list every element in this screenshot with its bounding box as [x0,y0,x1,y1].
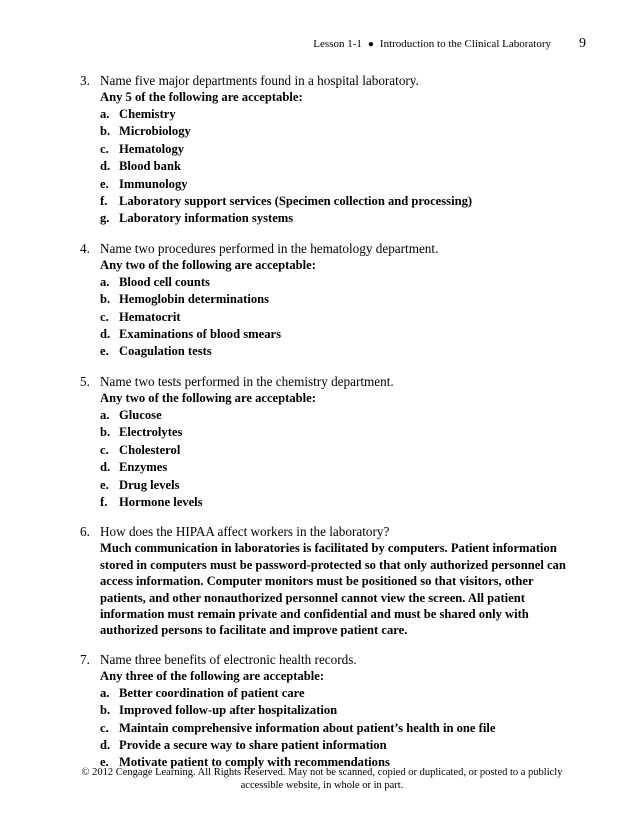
copyright-footer: © 2012 Cengage Learning. All Rights Reserved. May not be scanned, copied or duplicated, or posted to a publicly accessible website, in whole or in part. [81,767,563,791]
answer-option [100,494,570,511]
question-text: How does the HIPAA affect workers in the laboratory? [100,524,390,540]
question-block [80,523,570,638]
question-line [80,72,570,89]
question-line [80,523,570,540]
question-line [80,373,570,390]
answer-option [100,158,570,175]
answer-options [100,106,570,228]
answer-option [100,343,570,360]
option-letter: c. [100,141,109,156]
answer-intro: Any two of the following are acceptable: [100,390,316,405]
option-text: Blood bank [119,159,181,174]
option-letter: a. [100,685,110,700]
answer-option [100,407,570,424]
option-letter: f. [100,494,108,509]
option-text: Electrolytes [119,425,183,440]
answer-option [100,442,570,459]
option-letter: b. [100,124,111,139]
option-text: Cholesterol [119,442,181,457]
option-letter: a. [100,274,110,289]
answer-option [100,459,570,476]
option-letter: c. [100,720,109,735]
question-block [80,651,570,772]
option-letter: d. [100,159,111,174]
page-number: 9 [579,36,586,51]
option-letter: c. [100,309,109,324]
answer-option [100,309,570,326]
answer-options [100,685,570,772]
answer-option [100,291,570,308]
option-text: Hematocrit [119,309,181,324]
question-text: Name two procedures performed in the hematology department. [100,240,439,256]
answer-intro: Any two of the following are acceptable: [100,257,316,272]
answer-option [100,141,570,158]
option-letter: e. [100,176,109,191]
answer-option [100,720,570,737]
question-number: 4. [80,240,90,256]
option-letter: f. [100,194,108,209]
option-text: Provide a secure way to share patient information [119,737,387,752]
answer-option [100,702,570,719]
option-letter: b. [100,425,111,440]
option-text: Hematology [119,141,185,156]
answer-option [100,477,570,494]
option-letter: d. [100,460,111,475]
option-text: Examinations of blood smears [119,327,281,342]
lesson-title: Introduction to the Clinical Laboratory [379,38,551,50]
answer-option [100,685,570,702]
answer-option [100,737,570,754]
option-letter: a. [100,107,110,121]
option-text: Glucose [119,407,162,422]
answer-option [100,326,570,343]
option-text: Better coordination of patient care [119,685,305,700]
question-block [80,373,570,511]
option-letter: e. [100,477,109,492]
option-letter: d. [100,327,111,342]
option-text: Enzymes [119,460,168,475]
question-line [80,651,570,668]
question-number: 7. [80,651,90,667]
answer-options [100,274,570,361]
option-text: Hemoglobin determinations [119,292,270,307]
answer-option [100,210,570,227]
question-number: 5. [80,373,90,389]
option-text: Improved follow-up after hospitalization [119,703,338,718]
option-text: Laboratory support services (Specimen collection and processing) [119,194,473,209]
page-header [313,36,586,52]
question-block [80,72,570,228]
answer-intro: Any 5 of the following are acceptable: [100,90,303,104]
option-letter: c. [100,442,109,457]
option-letter: b. [100,703,111,718]
option-text: Blood cell counts [119,274,210,289]
question-line [80,240,570,257]
question-list [80,72,570,784]
bullet-separator: ● [367,39,374,50]
option-letter: e. [100,755,109,770]
question-text: Name five major departments found in a hospital laboratory. [100,73,419,88]
option-text: Chemistry [119,107,176,121]
option-letter: e. [100,344,109,359]
question-text: Name three benefits of electronic health records. [100,651,357,667]
answer-options [100,407,570,511]
answer-option [100,176,570,193]
option-letter: g. [100,211,110,226]
answer-option [100,193,570,210]
question-text: Name two tests performed in the chemistry department. [100,373,394,389]
answer-option [100,424,570,441]
answer-paragraph: Much communication in laboratories is facilitated by computers. Patient information stored in computers must be password-protected so that only authorized personnel can access information. Computer monitors must be positioned so that visitors, other patients, and other nonauthorized personnel cannot view the screen. All patient information must remain private and confidential and must be shared only with authorized persons to facilitate and improve patient care. [100,541,566,638]
option-text: Maintain comprehensive information about patient’s health in one file [119,720,496,735]
lesson-number: Lesson 1-1 [313,38,362,50]
option-letter: b. [100,292,111,307]
option-text: Microbiology [119,124,191,139]
question-block [80,240,570,361]
answer-option [100,106,570,123]
option-letter: a. [100,407,110,422]
option-text: Motivate patient to comply with recommendations [119,755,390,770]
answer-option [100,123,570,140]
option-text: Hormone levels [119,494,203,509]
question-number: 6. [80,524,90,540]
option-text: Immunology [119,176,188,191]
option-text: Coagulation tests [119,344,212,359]
question-number: 3. [80,73,90,88]
option-text: Drug levels [119,477,180,492]
option-letter: d. [100,737,111,752]
answer-option [100,274,570,291]
option-text: Laboratory information systems [119,211,294,226]
answer-intro: Any three of the following are acceptable: [100,668,325,683]
